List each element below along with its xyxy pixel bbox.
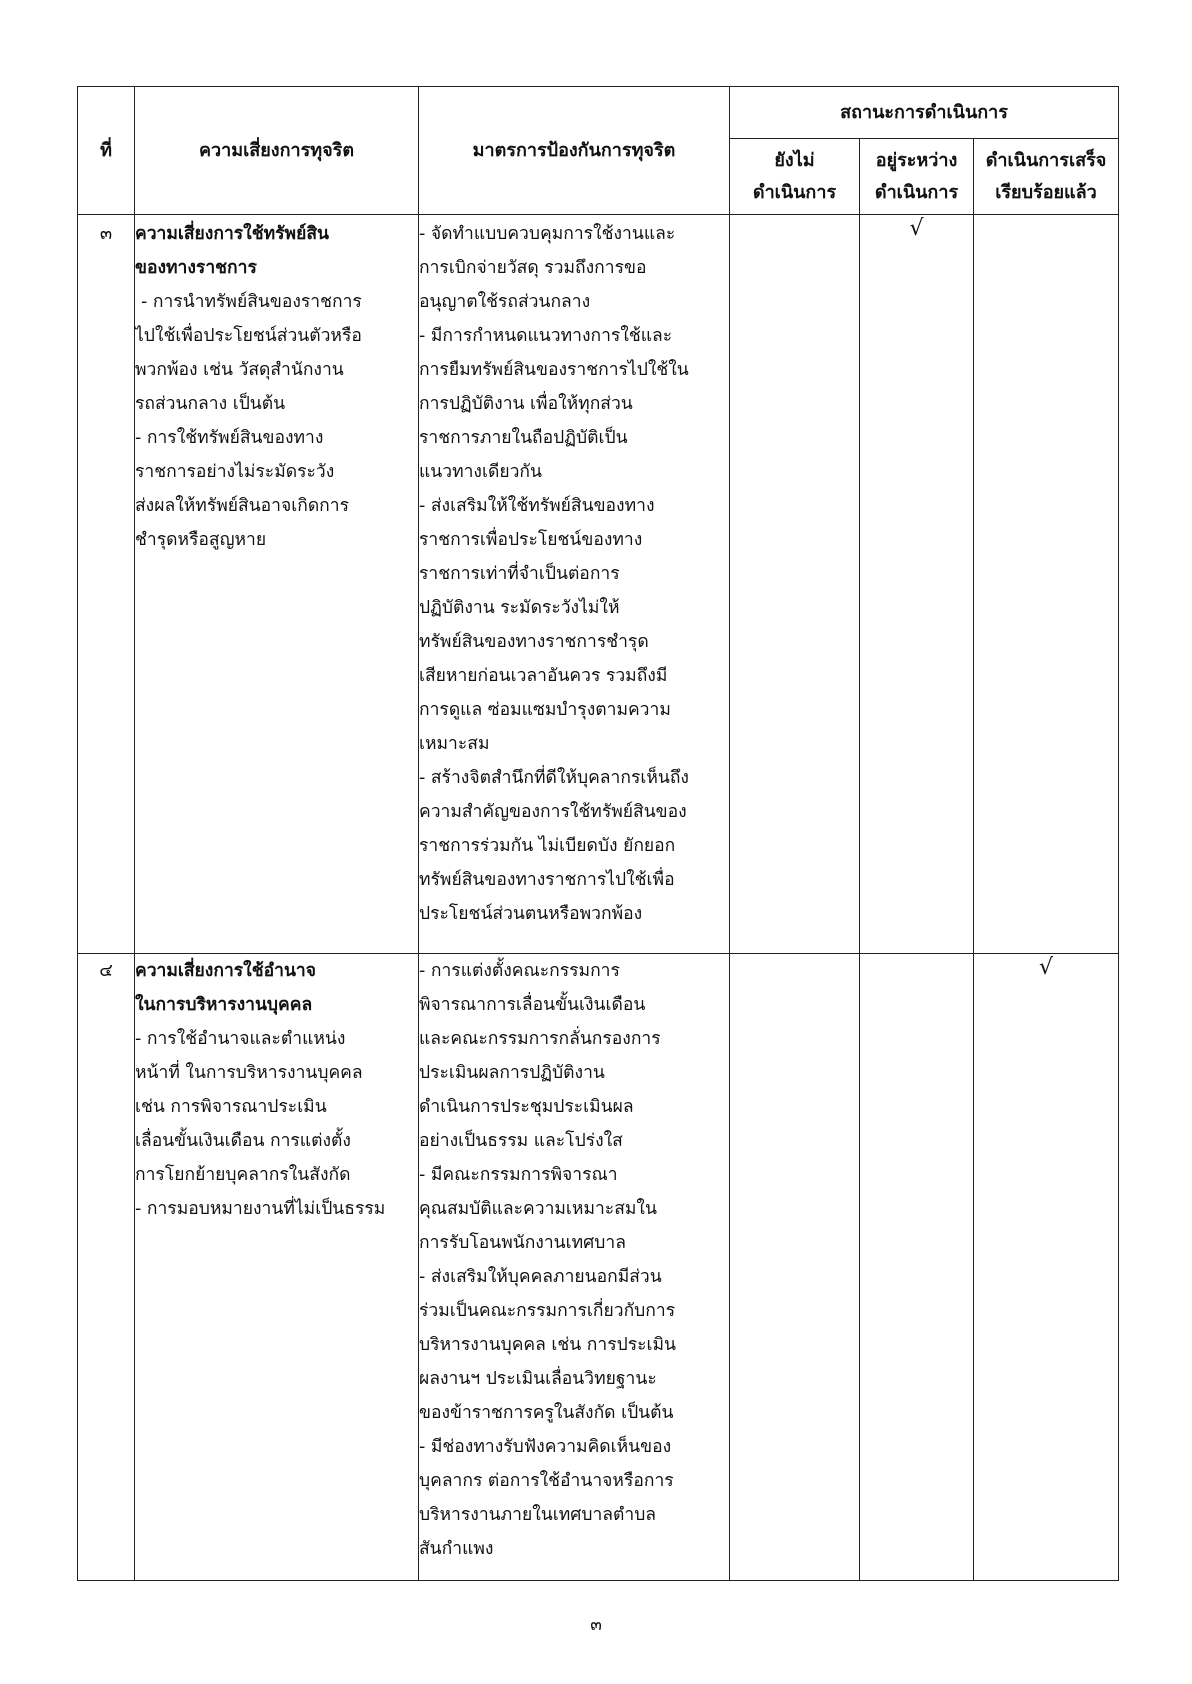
header-risk: ความเสี่ยงการทุจริต [135,87,419,215]
measure-line: - สร้างจิตสำนึกที่ดีให้บุคลากรเห็นถึง [419,768,689,788]
risk-line: รถส่วนกลาง เป็นต้น [135,394,286,414]
header-completed [974,139,1119,215]
measure-line: - การแต่งตั้งคณะกรรมการ [419,961,620,981]
status-completed-mark [974,215,1119,954]
risk-line: ราชการอย่างไม่ระมัดระวัง [135,462,335,482]
risk-line: หน้าที่ ในการบริหารงานบุคคล [135,1063,363,1083]
measure-line: - ส่งเสริมให้บุคคลภายนอกมีส่วน [419,1267,662,1287]
measure-line: อย่างเป็นธรรม และโปร่งใส [419,1131,623,1151]
header-no: ที่ [78,87,135,215]
risk-title-line: ของทางราชการ [135,258,257,278]
measure-line: บริหารงานบุคคล เช่น การประเมิน [419,1335,677,1355]
header-completed-line: ดำเนินการเสร็จ [985,149,1107,171]
measure-line: สันกำแพง [419,1539,494,1559]
risk-line: ส่งผลให้ทรัพย์สินอาจเกิดการ [135,496,350,516]
measure-line: การยืมทรัพย์สินของราชการไปใช้ใน [419,360,689,380]
measure-line: ทรัพย์สินของทางราชการชำรุด [419,632,649,652]
measure-line: ดำเนินการประชุมประเมินผล [419,1097,634,1117]
measure-line: ราชการเท่าที่จำเป็นต่อการ [419,564,620,584]
measure-line: เสียหายก่อนเวลาอันควร รวมถึงมี [419,666,668,686]
measure-line: ปฏิบัติงาน ระมัดระวังไม่ให้ [419,598,620,618]
risk-cell [135,954,419,1581]
measure-line: ราชการร่วมกัน ไม่เบียดบัง ยักยอก [419,836,676,856]
risk-line: ไปใช้เพื่อประโยชน์ส่วนตัวหรือ [135,326,362,346]
measure-line: - มีช่องทางรับฟังความคิดเห็นของ [419,1437,672,1457]
risk-cell [135,215,419,954]
measure-line: การเบิกจ่ายวัสดุ รวมถึงการขอ [419,258,647,278]
measure-line: การรับโอนพนักงานเทศบาล [419,1233,626,1253]
header-not-started-line: ยังไม่ [774,149,815,171]
measure-line: ของข้าราชการครูในสังกัด เป็นต้น [419,1403,674,1423]
measure-line: บริหารงานภายในเทศบาลตำบล [419,1505,657,1525]
measure-line: ประเมินผลการปฏิบัติงาน [419,1063,605,1083]
measure-cell [419,215,730,954]
measure-line: อนุญาตใช้รถส่วนกลาง [419,292,591,312]
measure-line: ความสำคัญของการใช้ทรัพย์สินของ [419,802,687,822]
measure-line: พิจารณาการเลื่อนขั้นเงินเดือน [419,995,646,1015]
risk-line: เช่น การพิจารณาประเมิน [135,1097,327,1117]
measure-cell [419,954,730,1581]
table-row [78,215,1119,954]
risk-line: - การใช้ทรัพย์สินของทาง [135,428,324,448]
measure-line: ราชการภายในถือปฏิบัติเป็น [419,428,628,448]
header-in-progress-line: ดำเนินการ [874,181,959,203]
status-completed-mark: √ [974,954,1119,1581]
corruption-risk-table [77,86,1119,1581]
measure-line: การปฏิบัติงาน เพื่อให้ทุกส่วน [419,394,633,414]
measure-line: ประโยชน์ส่วนตนหรือพวกพ้อง [419,904,643,924]
status-in-progress-mark: √ [860,215,974,954]
header-not-started [730,139,860,215]
header-in-progress [860,139,974,215]
measure-line: การดูแล ซ่อมแซมบำรุงตามความ [419,700,671,720]
table-row [78,954,1119,1581]
measure-line: - ส่งเสริมให้ใช้ทรัพย์สินของทาง [419,496,655,516]
measure-line: - มีคณะกรรมการพิจารณา [419,1165,618,1185]
header-completed-line: เรียบร้อยแล้ว [995,181,1097,203]
page-number: ๓ [590,1615,602,1635]
header-status: สถานะการดำเนินการ [730,87,1119,139]
risk-line: พวกพ้อง เช่น วัสดุสำนักงาน [135,360,344,380]
header-measure: มาตรการป้องกันการทุจริต [419,87,730,215]
header-not-started-line: ดำเนินการ [752,181,837,203]
measure-line: ผลงานฯ ประเมินเลื่อนวิทยฐานะ [419,1369,657,1389]
measure-line: ราชการเพื่อประโยชน์ของทาง [419,530,643,550]
risk-line: การโยกย้ายบุคลากรในสังกัด [135,1165,351,1185]
risk-title-line: ความเสี่ยงการใช้อำนาจ [135,961,316,981]
measure-line: - มีการกำหนดแนวทางการใช้และ [419,326,673,346]
measure-line: ทรัพย์สินของทางราชการไปใช้เพื่อ [419,870,675,890]
measure-line: เหมาะสม [419,734,490,754]
measure-line: และคณะกรรมการกลั่นกรองการ [419,1029,661,1049]
measure-line: แนวทางเดียวกัน [419,462,542,482]
status-not-started-mark [730,954,860,1581]
row-number: ๓ [78,215,135,954]
risk-title-line: ความเสี่ยงการใช้ทรัพย์สิน [135,224,329,244]
risk-line: ชำรุดหรือสูญหาย [135,530,267,550]
measure-line: คุณสมบัติและความเหมาะสมใน [419,1199,657,1219]
risk-line: เลื่อนขั้นเงินเดือน การแต่งตั้ง [135,1131,351,1151]
measure-line: บุคลากร ต่อการใช้อำนาจหรือการ [419,1471,674,1491]
status-in-progress-mark [860,954,974,1581]
risk-line: - การนำทรัพย์สินของราชการ [141,292,362,312]
risk-line: - การใช้อำนาจและตำแหน่ง [135,1029,346,1049]
header-in-progress-line: อยู่ระหว่าง [875,149,958,171]
risk-title-line: ในการบริหารงานบุคคล [135,995,313,1015]
measure-line: - จัดทำแบบควบคุมการใช้งานและ [419,224,676,244]
status-not-started-mark [730,215,860,954]
row-number: ๔ [78,954,135,1581]
measure-line: ร่วมเป็นคณะกรรมการเกี่ยวกับการ [419,1301,676,1321]
risk-line: - การมอบหมายงานที่ไม่เป็นธรรม [135,1199,386,1219]
